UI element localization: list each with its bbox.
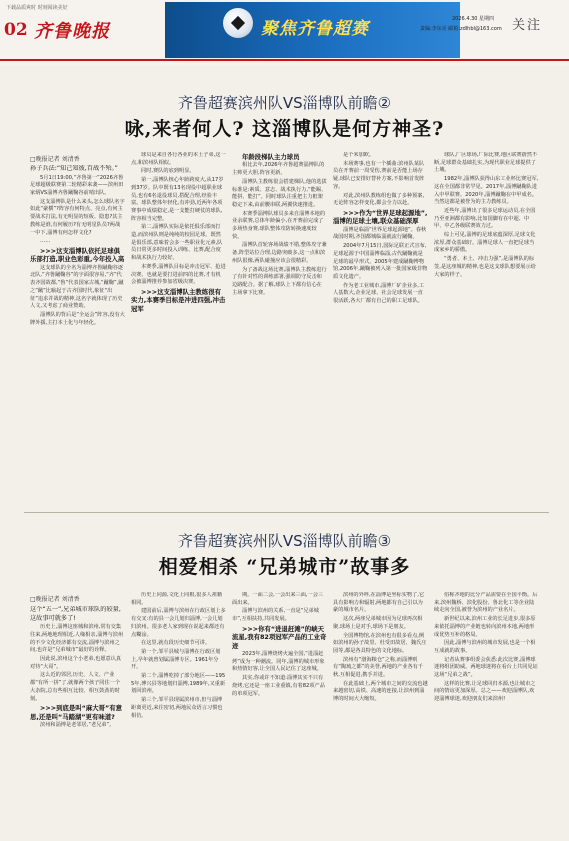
paragraph: 期。一面二会,一会出来三面,一会三面出来。 [232,592,324,606]
article1-kicker: 齐鲁超赛滨州队VS淄博队前瞻② [177,94,392,112]
paragraph: 记者从赛事组委会获悉:此次比赛,淄博球迷将组团助威。两地球迷将在看台上共同见证这场“兄弟之战”。 [434,656,538,679]
paragraph: “勇者、本土、冲击力强”,是淄博队的标签,是这座城的精神,也是这支球队想要展示给大家的样子。 [434,256,536,278]
paragraph: 滨州的外呼,在淄博是坐标实物了,它具有影响力和辐射,两地都有自己引以为豪的城市名片。 [333,592,425,614]
paragraph: 这次,两座兄弟城市因为足球再次相聚,球场上是对手,球场下是朋友。 [333,616,423,630]
paragraph: 淄博是临淄“世界足球起源地”。春秋战国时期,齐国都城临淄就流行蹴鞠。 [333,226,427,241]
article1-column [131,152,226,505]
article2-byline: □晚报记者 刘清香 [30,596,80,603]
paragraph: 球队,厂区球场,厂际比赛,地区联赛蔚然不断,足球群众基础扎实,为现代职业足球提供了土壤。 [434,152,538,174]
article1-column [434,152,539,505]
article2-column [434,592,539,834]
subheading: >>>这支淄博队主教练很有实力,本赛季目标是冲进四强,冲击冠军 [131,287,226,313]
paragraph: 2004年7月15日,国际足联正式宣布,足球起源于中国淄博临淄,古代蹴鞠就是足球的最早形式。2005年建成蹴鞠博物馆,2006年,蹴鞠被列入第一批国家级非物质文化遗产。 [333,243,428,280]
paragraph: 淄博队主教练很会搭建梯队,他的选拔标准是:素质、意志、战术执行力,“能踢、能拼、能打”。同时球队注重把主力框架稳定下来,由前腰串联,两翼快速推进。 [232,178,327,208]
section-banner [165,2,460,58]
issue-date: 2026.4.30 星期四 [452,16,495,22]
paragraph: 近些年,淄博出了很多足球运动员,在全国乃至亚洲都有影响,比如国脚有在中超、中甲、中乙各级联赛效力过。 [434,207,536,230]
subheading: >>>这支淄博队依托足球俱乐部打造,职业色彩重,今年投入高 [30,246,125,264]
subheading: >>>到底是叫“麻大哥”有意思,还是叫“马踏湖”更有味道? [30,704,122,721]
masthead-rule [0,59,569,61]
paragraph: 在此基础上,两个城市之间的交流也越来越密切,高铁、高速的连接,让滨州到淄博的时间大大缩短。 [333,680,428,703]
paragraph: …… [40,238,51,245]
banner-title: 聚焦齐鲁超赛 [261,19,369,39]
newspaper-logo: 齐鲁晚报 [34,21,110,42]
subheading: >>>你有“进退赶滩”的峡天流星,我有82项冠军产品的工业奇迹 [232,624,327,650]
subheading: >>>作为“世界足球起源地”,淄博的足球土壤,联众基础深厚 [333,208,428,226]
subheading: 年龄段梯队主力球员 [242,153,300,161]
article2-column [30,606,125,834]
paragraph: 在这里,就有段历史细节可讲。 [141,640,211,647]
article2-headline: 相爱相杀 “兄弟城市”故事多 [158,556,411,578]
paragraph: 第二,淄博队实际是依托俱乐部而打造,而滨州队则是纯纯的校园足球。既然是俱乐部,意味着会多一些职业化元素,队员日常更多时间投入训练、比赛,配合度和战术执行力较好。 [131,224,223,262]
article1-byline: □晚报记者 刘清香 [30,156,80,163]
paragraph: 新世纪以来,滨州工业的长足进步,很多原来依托淄博的产业链也转向滨州本地,两地形成优势互补的格局。 [434,616,536,638]
article1-headline: 咏,来者何人? 这淄博队是何方神圣? [124,118,445,140]
paragraph: 对此,滨州队教练组也做了多种预案,无论阵容怎样变化,都会全力以赴。 [333,192,425,207]
page-number: 02 [4,20,28,40]
paragraph: 这样的比赛,让足球回归本源,也让城市之间的情谊更加深厚。总之——欢迎淄博队,欢迎淄博球迷,欢迎朋友们来滨州! [434,680,536,703]
paragraph: 因此,淄博与滨州的城市发展,也是一个相互成就的故事。 [434,640,536,654]
article2-kicker: 齐鲁超赛滨州队VS淄博队前瞻③ [177,532,392,550]
paragraph: 这支球队的全名为淄博齐鲁蹴鞠谷逐北队,“齐鲁蹴鞠谷”的字面很容易,“齐”代表齐国故都,“鲁”代表国家古城,“蹴鞠”,蹴之“蹴”比喻起于古齐国时代,象征“出征”追求并战的精神,这名字就体现了历史人文,又考虑了商业赞助。 [30,264,124,310]
paragraph: 滨州有“渤海粮仓”之称,而淄博则有“陶琉之都”的美誉,两地的产业各有千秋,互相促进,携手并进。 [333,656,424,679]
paragraph: 相比去年,2026年齐鲁超赛淄博队的主帅更大胆,阵容更新。 [232,162,325,177]
article1-column [30,165,125,505]
paragraph: 本场赛事,也有一个插曲:滨州队某队员在开赛前一周受伤,赛前是否能上场存疑,球队已安排好替补方案,不影响首发阵容。 [333,160,425,190]
paragraph: 5月1日19:00,“齐鲁第一”2026齐鲁足球超级联赛第二轮精彩来袭——滨州田家炳VS淄博齐鲁蹴鞠谷前哨出队。 [30,174,124,196]
masthead-slogan: 下载品质爽时 时刻阅读美好 [6,5,68,11]
paragraph: 全国博物馆,在滨州也有很多看点,例如滨州的孙子故里、杜受田故居、魏氏庄园等,都是各具特色的文化地标。 [333,632,427,654]
paragraph: 历史上,淄博这座城和滨州,常有交集往来,两地地理相近,人缘相亲,淄博与滨州的不少文化经济都有交流,淄博与滨州之间,也许是“兄弟城市”最好的诠释。 [30,624,124,654]
paragraph: 是个米加欧。 [343,152,375,158]
paragraph: 这支淄博队是什么来头,怎么球队名字如此“豪横”?阵容有何特点、亮点,有何主要战术打法,有无明显的短板、隐患?其主教练是谁,有何履历?有无明星队员?两战一中下,淄博有何怎样文化? [30,198,125,236]
paragraph: 为了备战这场比赛,淄博队主教练进行了有针对性的训练部署,强调防守反击和边路配合。据了解,球队上下都有信心在主场拿下比赛。 [232,266,327,296]
soccer-ball-icon [223,8,253,38]
article1-column [232,152,327,505]
paragraph: 综上可见,淄博的足球底蕴深厚,足球文化浓厚,群众基础好。淄博足球人一直把足球当成家乡的骄傲。 [434,232,536,254]
paragraph: 第一,淄博队核心年龄跨度大,从17岁到37岁。队中既有13名现役中超职业球员,也有6名退役球员,搭配合理,经验丰富。球队整体年轻化,有冲劲,近两年各项赛事中成绩稳定,是一支能打硬仗的球队,阵容相当完整。 [131,177,224,222]
paragraph: 滨州和淄博是老邻居,“老兄弟”。 [40,722,115,729]
paragraph: 建国前后,淄博与滨州在行政区划上多有交叉:有的县一会儿划归淄博,一会儿划归滨州。很多老人家到现在说起来都还有点糊涂。 [131,608,226,638]
paragraph: 第三个,邹平县现属滨州市,但与淄博距离更近,来往密切,两地民众语言习惯也相仿。 [131,697,223,719]
paragraph: 淄博队的背后是“全运会”阵容,没有大牌外援,主打本土化与年轻化。 [30,311,125,326]
paragraph: 这个“五一”,兄弟城市球队的较量,这故事可就多了! [30,606,121,622]
column-name: 关注 [512,18,543,33]
editor-info: 责编:李东亮 邮箱:zdlhbl@163.com [420,26,502,32]
paragraph: 其实,你或许不知道:淄博其实不只有烧烤,它还是一座工业重镇,有着82项产品的单项冠军。 [232,675,325,697]
paragraph: 本赛季淄博队球员多来自淄博本地的业余联赛,总体年龄偏小,在开赛前完成了多场热身赛,球队整体攻防转换速度较快。 [232,210,326,240]
paragraph: 孙子兵法:“知己知彼,百战不殆。” [30,165,118,172]
paragraph: 1982年,淄博队获得山东工业杯比赛冠军,这在全国都非常罕见。2017年,淄博蹴鞠队进入中甲联赛。2020年,淄博蹴鞠在中甲成名。当然这都是被誉为的主力教练员。 [434,176,539,206]
paragraph: 淄博队首轮客场战绩不错,整体攻守兼备,阵型站位合理,边路突破多,这一点和滨州队很像,两队碰撞应该会很精彩。 [232,242,327,264]
paragraph: 球员是来自各行各业的本土子弟,这一点,和滨州队相似。 [131,152,226,166]
paragraph: 淄博与滨州的关系,一直是“兄弟城市”,互相扶持,共同发展。 [232,608,319,623]
paragraph: 2023年,淄博烧烤火遍全国,“进淄赶烤”成为一种潮流。同年,淄博的城市形象和热情好客,让全国人民记住了这座城。 [232,651,325,673]
paragraph: 这么近的邻居,历史、人文、产业都“有所一拼”了,就像两个孩子同住一个大杂院,总有些相互比较、相互鼓劲的时刻。 [30,672,121,702]
paragraph: 因此说,滨州这个小老弟,也愿意认真对待“大哥”。 [30,656,122,670]
paragraph: 作为老工业城市,淄博厂矿企业多,工人基数大,企业足球、社会足球发展一直很活跃,各大厂都有自己的职工足球队。 [333,282,425,305]
paragraph: 历史上同源,文化上同根,很多人祖籍相同。 [131,592,223,606]
article2-column [131,592,226,834]
article2-column [232,592,327,834]
paragraph: 第二个,淄博吃掉了部分地区——1955年,博兴县等地划归淄博,1989年,又重新划回滨州。 [131,673,226,695]
article-divider [24,512,549,513]
paragraph: 第一个,邹平县城与淄博在行政区划上,早年就曾划属淄博专区。1961年分开。 [131,648,221,671]
paragraph: 同时,赛队的底到明显。 [141,168,195,175]
article1-column [333,152,428,505]
paragraph: 本赛季,淄博队目标是冲击冠军、抢进决赛。也就是要打进前四的比赛,才有机会被淄博推荐参加省级决赛。 [131,263,226,286]
article2-column [333,592,428,834]
masthead [0,0,569,66]
paragraph: 俗称齐地的比分产品需要在全国平衡。后来,滨州魏桥、滨化股份、鲁北化工等企业陆续走向全国,被誉为滨州的产业名片。 [434,592,538,614]
